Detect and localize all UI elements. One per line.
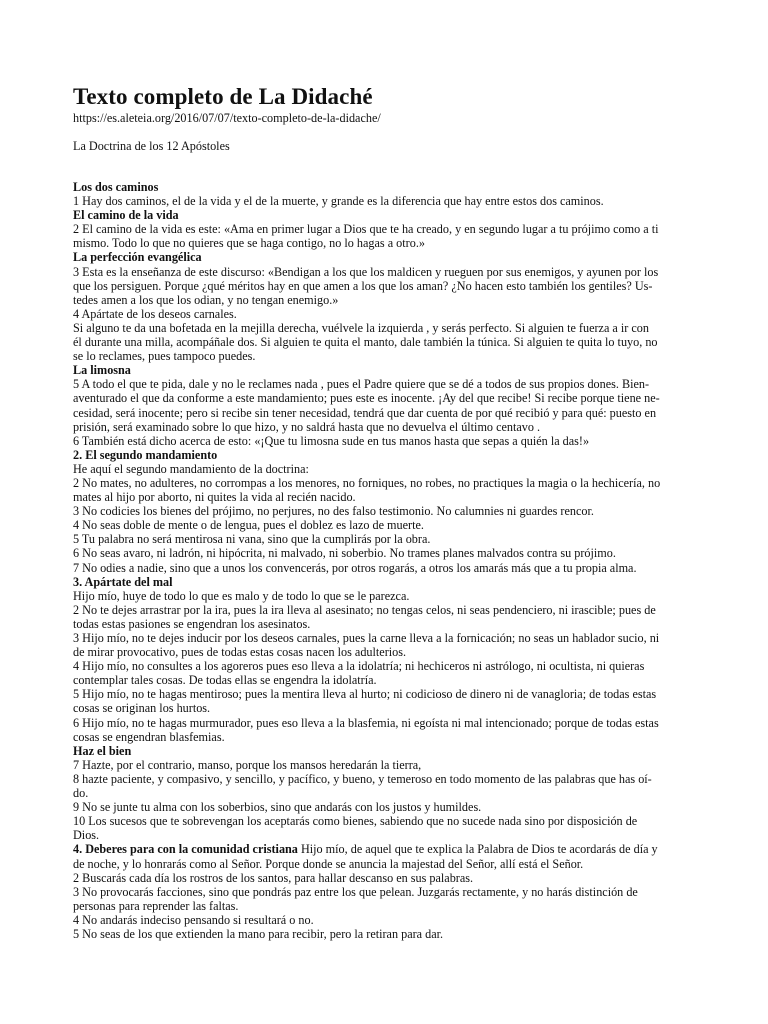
paragraph-line — [73, 659, 694, 673]
heading-line — [73, 208, 694, 222]
paragraph-line — [73, 476, 694, 490]
document-subtitle: La Doctrina de los 12 Apóstoles — [73, 139, 230, 153]
paragraph-line — [73, 504, 694, 518]
text-line: 2 No mates, no adulteres, no corrompas a los menores, no forniques, no robes, no practiques la magia o la hechicería, no — [73, 475, 661, 490]
paragraph-line — [73, 406, 694, 420]
paragraph-line — [73, 265, 694, 279]
paragraph-line — [73, 772, 694, 786]
paragraph-line — [73, 546, 694, 560]
text-line: 4 No seas doble de mente o de lengua, pues el doblez es lazo de muerte. — [73, 518, 424, 533]
text-line: de noche, y lo honrarás como al Señor. Porque donde se anuncia la majestad del Señor, allí está el Señor. — [73, 856, 584, 871]
text-line: 3 Hijo mío, no te dejes inducir por los deseos carnales, pues la carne lleva a la fornicación; no seas un hablador sucio, ni — [73, 631, 660, 645]
text-line: cosas se engendran blasfemias. — [73, 729, 225, 744]
paragraph-line — [73, 279, 694, 293]
paragraph-line — [73, 391, 694, 405]
text-line: 3 Esta es la enseñanza de este discurso: «Bendigan a los que los maldicen y rueguen por sus enemigos, y ayunen por los — [73, 264, 659, 279]
paragraph-line — [73, 899, 694, 913]
paragraph-line — [73, 307, 694, 321]
text-line: Hijo mío, huye de todo lo que es malo y de todo lo que se le parezca. — [73, 588, 410, 603]
text-line: prisión, será examinado sobre lo que hizo, y no saldrá hasta que no devuelva el último centavo . — [73, 419, 541, 434]
paragraph-line — [73, 687, 694, 701]
text-line: 2 No te dejes arrastrar por la ira, pues la ira lleva al asesinato; no tengas celos, ni seas pendenciero, ni irascible; pues de — [73, 602, 656, 617]
section-heading: La perfección evangélica — [73, 250, 202, 265]
section-heading: El camino de la vida — [73, 208, 179, 223]
paragraph-line — [73, 293, 694, 307]
paragraph-line — [73, 645, 694, 659]
text-line: 5 Hijo mío, no te hagas mentiroso; pues la mentira lleva al hurto; ni codicioso de dinero ni de vanagloria; de todas estas — [73, 687, 657, 702]
paragraph-line — [73, 716, 694, 730]
text-line: 2 Buscarás cada día los rostros de los santos, para hallar descanso en sus palabras. — [73, 870, 474, 885]
heading-line — [73, 744, 694, 758]
heading-line — [73, 575, 694, 589]
text-line: se lo reclames, pues tampoco puedes. — [73, 349, 256, 364]
paragraph-line — [73, 561, 694, 575]
text-line: 5 Tu palabra no será mentirosa ni vana, sino que la cumplirás por la obra. — [73, 532, 431, 547]
heading-line — [73, 250, 694, 264]
source-url: https://es.aleteia.org/2016/07/07/texto-completo-de-la-didache/ — [73, 111, 381, 125]
text-line: mismo. Todo lo que no quieres que se haga contigo, no lo hagas a otro.» — [73, 236, 425, 251]
paragraph-line — [73, 335, 694, 349]
section-heading: Haz el bien — [73, 743, 132, 758]
text-line: todas estas pasiones se engendran los asesinatos. — [73, 616, 311, 631]
text-line: 7 No odies a nadie, sino que a unos los convencerás, por otros rogarás, a otros los amarás más que a tu propia alma. — [73, 560, 637, 575]
text-line: personas para reprender las faltas. — [73, 898, 239, 913]
paragraph-line — [73, 194, 694, 208]
document-title: Texto completo de La Didaché — [73, 84, 373, 109]
paragraph-line — [73, 913, 694, 927]
text-line: 3 No provocarás facciones, sino que pondrás paz entre los que pelean. Juzgarás rectamente, y no harás distinción de — [73, 884, 638, 899]
paragraph-line — [73, 490, 694, 504]
paragraph-line — [73, 828, 694, 842]
paragraph-line — [73, 786, 694, 800]
paragraph-line — [73, 673, 694, 687]
text-line: do. — [73, 786, 89, 801]
text-line: 4 No andarás indeciso pensando si resultará o no. — [73, 912, 314, 927]
text-line: que los persiguen. Porque ¿qué méritos hay en que amen a los que los aman? ¿No hacen esto también los gentiles? Us- — [73, 278, 653, 293]
paragraph-line — [73, 885, 694, 899]
text-line: 10 Los sucesos que te sobrevengan los aceptarás como bienes, sabiendo que no sucede nada sino por disposición de — [73, 814, 638, 829]
paragraph-line — [73, 532, 694, 546]
paragraph-line — [73, 800, 694, 814]
paragraph-line — [73, 420, 694, 434]
paragraph-line — [73, 236, 694, 250]
paragraph-line — [73, 518, 694, 532]
paragraph-line — [73, 701, 694, 715]
paragraph-line — [73, 927, 694, 941]
text-line: cesidad, será inocente; pero si recibe sin tener necesidad, tendrá que dar cuenta de por qué recibió y para qué: puesto en — [73, 405, 657, 420]
paragraph-line — [73, 730, 694, 744]
text-line: 5 A todo el que te pida, dale y no le reclames nada , pues el Padre quiere que se dé a todos de sus propios dones. Bien- — [73, 377, 650, 392]
section-heading: 4. Deberes para con la comunidad cristiana — [73, 842, 298, 857]
text-line: 6 También está dicho acerca de esto: «¡Que tu limosna sude en tus manos hasta que sepas a quién la das!» — [73, 433, 590, 448]
text-line: He aquí el segundo mandamiento de la doctrina: — [73, 461, 309, 476]
section-heading: 3. Apártate del mal — [73, 574, 173, 589]
section-heading: 2. El segundo mandamiento — [73, 447, 218, 462]
text-line: 4 Hijo mío, no consultes a los agoreros pues eso lleva a la idolatría; ni hechiceros ni astrólogo, ni ocultista, ni quieras — [73, 659, 645, 674]
document-body — [73, 180, 694, 941]
section-heading: Los dos caminos — [73, 180, 159, 194]
paragraph-line — [73, 321, 694, 335]
text-line: 3 No codicies los bienes del prójimo, no perjures, no des falso testimonio. No calumnies ni guardes rencor. — [73, 504, 594, 519]
text-line: Hijo mío, de aquel que te explica la Palabra de Dios te acordarás de día y — [297, 842, 658, 857]
paragraph-line — [73, 603, 694, 617]
paragraph-line — [73, 434, 694, 448]
text-line: mates al hijo por aborto, ni quites la vida al recién nacido. — [73, 490, 356, 505]
heading-line — [73, 363, 694, 377]
heading-line — [73, 448, 694, 462]
paragraph-line — [73, 814, 694, 828]
text-line: cosas se originan los hurtos. — [73, 701, 211, 716]
text-line: 8 hazte paciente, y compasivo, y sencillo, y pacífico, y bueno, y temeroso en todo momento de las palabras que has oí- — [73, 771, 652, 786]
text-line: 7 Hazte, por el contrario, manso, porque los mansos heredarán la tierra, — [73, 757, 422, 772]
paragraph-line — [73, 589, 694, 603]
text-line: Dios. — [73, 828, 100, 843]
paragraph-line — [73, 871, 694, 885]
paragraph-line — [73, 842, 694, 856]
text-line: 4 Apártate de los deseos carnales. — [73, 306, 237, 321]
text-line: 1 Hay dos caminos, el de la vida y el de la muerte, y grande es la diferencia que hay entre estos dos caminos. — [73, 194, 604, 209]
paragraph-line — [73, 222, 694, 236]
paragraph-line — [73, 349, 694, 363]
heading-line — [73, 180, 694, 194]
text-line: 6 No seas avaro, ni ladrón, ni hipócrita, ni malvado, ni soberbio. No trames planes malvados contra su prójimo. — [73, 546, 616, 561]
text-line: tedes amen a los que los odian, y no tengan enemigo.» — [73, 292, 339, 307]
text-line: 2 El camino de la vida es este: «Ama en primer lugar a Dios que te ha creado, y en segundo lugar a tu prójimo como a ti — [73, 222, 659, 237]
text-line: 9 No se junte tu alma con los soberbios, sino que andarás con los justos y humildes. — [73, 800, 482, 815]
text-line: Si alguno te da una bofetada en la mejilla derecha, vuélvele la izquierda , y serás perfecto. Si alguien te fuerza a ir con — [73, 320, 649, 335]
text-line: 5 No seas de los que extienden la mano para recibir, pero la retiran para dar. — [73, 926, 444, 941]
paragraph-line — [73, 462, 694, 476]
paragraph-line — [73, 758, 694, 772]
paragraph-line — [73, 377, 694, 391]
paragraph-line — [73, 857, 694, 871]
paragraph-line — [73, 631, 694, 645]
text-line: contemplar tales cosas. De todas ellas se engendra la idolatría. — [73, 673, 377, 688]
text-line: 6 Hijo mío, no te hagas murmurador, pues eso lleva a la blasfemia, ni egoísta ni mal intencionado; porque de todas estas — [73, 715, 659, 730]
section-heading: La limosna — [73, 363, 131, 378]
text-line: él durante una milla, acompáñale dos. Si alguien te quita el manto, dale también la túnica. Si alguien te quita lo tuyo, no — [73, 335, 658, 350]
text-line: aventurado el que da conforme a este mandamiento; pues este es inocente. ¡Ay del que recibe! Si recibe porque tiene ne- — [73, 391, 660, 406]
paragraph-line — [73, 617, 694, 631]
text-line: de mirar provocativo, pues de todas estas cosas nacen los adulterios. — [73, 645, 407, 660]
